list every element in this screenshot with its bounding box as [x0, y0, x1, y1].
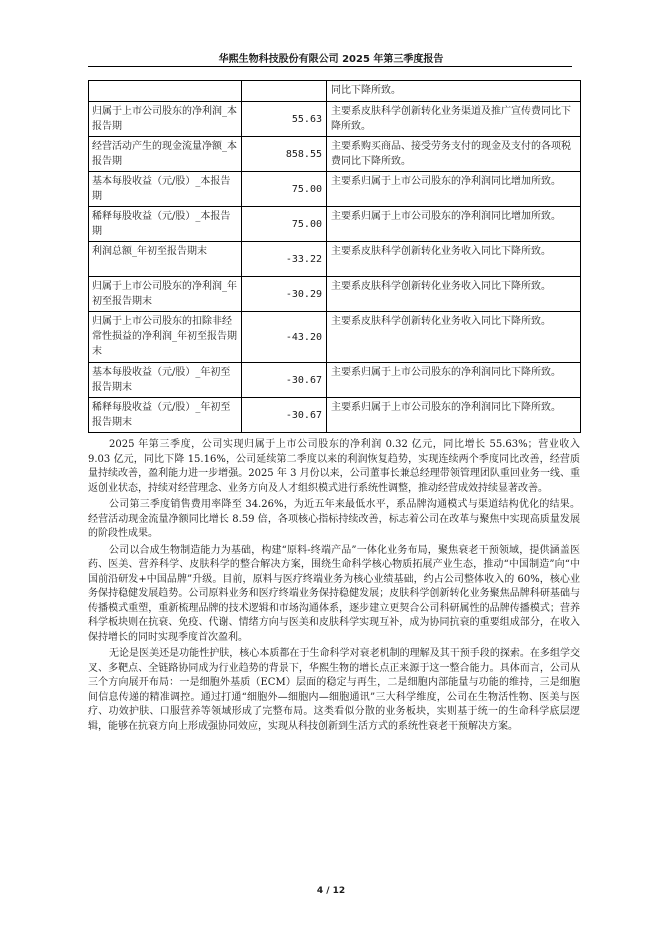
- table-cell-value: 75.00: [242, 172, 327, 207]
- table-cell-reason: 主要系归属于上市公司股东的净利润同比增加所致。: [327, 207, 581, 242]
- table-row: [89, 81, 581, 102]
- table-cell-item: 基本每股收益（元/股）_本报告期: [89, 172, 242, 207]
- table-cell-value: -30.29: [242, 277, 327, 312]
- table-cell-item: 稀释每股收益（元/股）_年初至报告期末: [89, 398, 242, 433]
- table-cell-value: -43.20: [242, 312, 327, 363]
- report-body-text: [88, 438, 580, 736]
- table-cell-reason: 主要系皮肤科学创新转化业务收入同比下降所致。: [327, 312, 581, 363]
- table-cell-item: 经营活动产生的现金流量净额_本报告期: [89, 137, 242, 172]
- table-cell-value: -30.67: [242, 363, 327, 398]
- table-cell-item: 归属于上市公司股东的净利润_年初至报告期末: [89, 277, 242, 312]
- table-row: [89, 277, 581, 312]
- table-cell-value: [242, 81, 327, 102]
- page-number: 4 / 12: [316, 886, 346, 896]
- table-row: [89, 398, 581, 433]
- table-cell-reason: 主要系归属于上市公司股东的净利润同比增加所致。: [327, 172, 581, 207]
- indicator-change-table: [88, 80, 581, 433]
- table-cell-value: -33.22: [242, 242, 327, 277]
- table-cell-reason: 主要系归属于上市公司股东的净利润同比下降所致。: [327, 363, 581, 398]
- body-paragraph: 无论是医美还是功能性护肤，核心本质都在于生命科学对衰老机制的理解及其干预手段的探索。在多组学交叉、多靶点、全链路协同成为行业趋势的背景下，华熙生物的增长点正来源于这一整合能力。具体而言，公司从三个方向展开布局：一是细胞外基质（ECM）层面的稳定与再生，二是细胞内部能量与功能的维持，三是细胞间信息传递的精准调控。通过打通“细胞外—细胞内—细胞通讯”三大科学维度，公司在生物活性物、医美与医疗、功效护肤、口服营养等领域形成了完整布局。这类看似分散的业务板块，实则基于统一的生命科学底层逻辑，能够在抗衰方向上形成强协同效应，实现从科技创新到生活方式的系统性衰老干预解决方案。: [88, 648, 580, 732]
- table-cell-item: [89, 81, 242, 102]
- table-row: [89, 207, 581, 242]
- header-divider: [88, 66, 572, 67]
- table-cell-item: 归属于上市公司股东的净利润_本报告期: [89, 102, 242, 137]
- body-paragraph: 2025 年第三季度，公司实现归属于上市公司股东的净利润 0.32 亿元，同比增长 55.63%；营业收入 9.03 亿元，同比下降 15.16%，公司延续第二季度以来的利润恢复趋势，实现连续两个季度同比改善，经营质量持续改善，盈利能力进一步增强。2025 年 3 月份以来，公司董事长兼总经理带领管理团队重回业务一线、重返创业状态，持续对经营理念、业务方向及人才组织模式进行系统性调整，推动经营成效持续显著改善。: [88, 439, 580, 494]
- table-cell-value: 55.63: [242, 102, 327, 137]
- table-row: [89, 137, 581, 172]
- table-cell-reason: 主要系皮肤科学创新转化业务收入同比下降所致。: [327, 277, 581, 312]
- table-row: [89, 242, 581, 277]
- table-cell-value: 858.55: [242, 137, 327, 172]
- body-paragraph: 公司以合成生物制造能力为基础，构建“原料-终端产品”一体化业务布局，聚焦衰老干预领域，提供涵盖医药、医美、营养科学、皮肤科学的整合解决方案，围绕生命科学核心物质拓展产业生态，推动“中国制造”向“中国前沿研发+中国品牌”升级。目前，原料与医疗终端业务为核心业绩基础，约占公司整体收入的 60%，核心业务保持稳健发展趋势。公司原料业务和医疗终端业务保持稳健发展；皮肤科学创新转化业务聚焦品牌科研基础与传播模式重塑，重新梳理品牌的技术逻辑和市场沟通体系，逐步建立更契合公司科研属性的品牌传播模式；营养科学板块则在抗衰、免疫、代谢、情绪方向与医美和皮肤科学实现互补，成为协同抗衰的重要组成部分，在收入保持增长的同时实现季度首次盈利。: [88, 544, 580, 643]
- table-cell-item: 利润总额_年初至报告期末: [89, 242, 242, 277]
- table-cell-item: 归属于上市公司股东的扣除非经常性损益的净利润_年初至报告期末: [89, 312, 242, 363]
- table-cell-reason: 主要系皮肤科学创新转化业务收入同比下降所致。: [327, 242, 581, 277]
- report-header-title: 华熙生物科技股份有限公司 2025 年第三季度报告: [218, 54, 444, 65]
- body-paragraph: 公司第三季度销售费用率降至 34.26%，为近五年来最低水平，系品牌沟通模式与渠道结构优化的结果。经营活动现金流量净额同比增长 8.59 倍，各项核心指标持续改善，标志着公司在改革与聚焦中实现高质量发展的阶段性成果。: [88, 499, 580, 539]
- table-cell-reason: 主要系归属于上市公司股东的净利润同比下降所致。: [327, 398, 581, 433]
- table-cell-value: 75.00: [242, 207, 327, 242]
- table-row: [89, 312, 581, 363]
- table-cell-value: -30.67: [242, 398, 327, 433]
- table-cell-reason: 主要系购买商品、接受劳务支付的现金及支付的各项税费同比下降所致。: [327, 137, 581, 172]
- table-cell-item: 基本每股收益（元/股）_年初至报告期末: [89, 363, 242, 398]
- table-row: [89, 172, 581, 207]
- table-row: [89, 363, 581, 398]
- table-row: [89, 102, 581, 137]
- table-cell-reason: 同比下降所致。: [327, 81, 581, 102]
- table-cell-reason: 主要系皮肤科学创新转化业务渠道及推广宣传费同比下降所致。: [327, 102, 581, 137]
- table-cell-item: 稀释每股收益（元/股）_本报告期: [89, 207, 242, 242]
